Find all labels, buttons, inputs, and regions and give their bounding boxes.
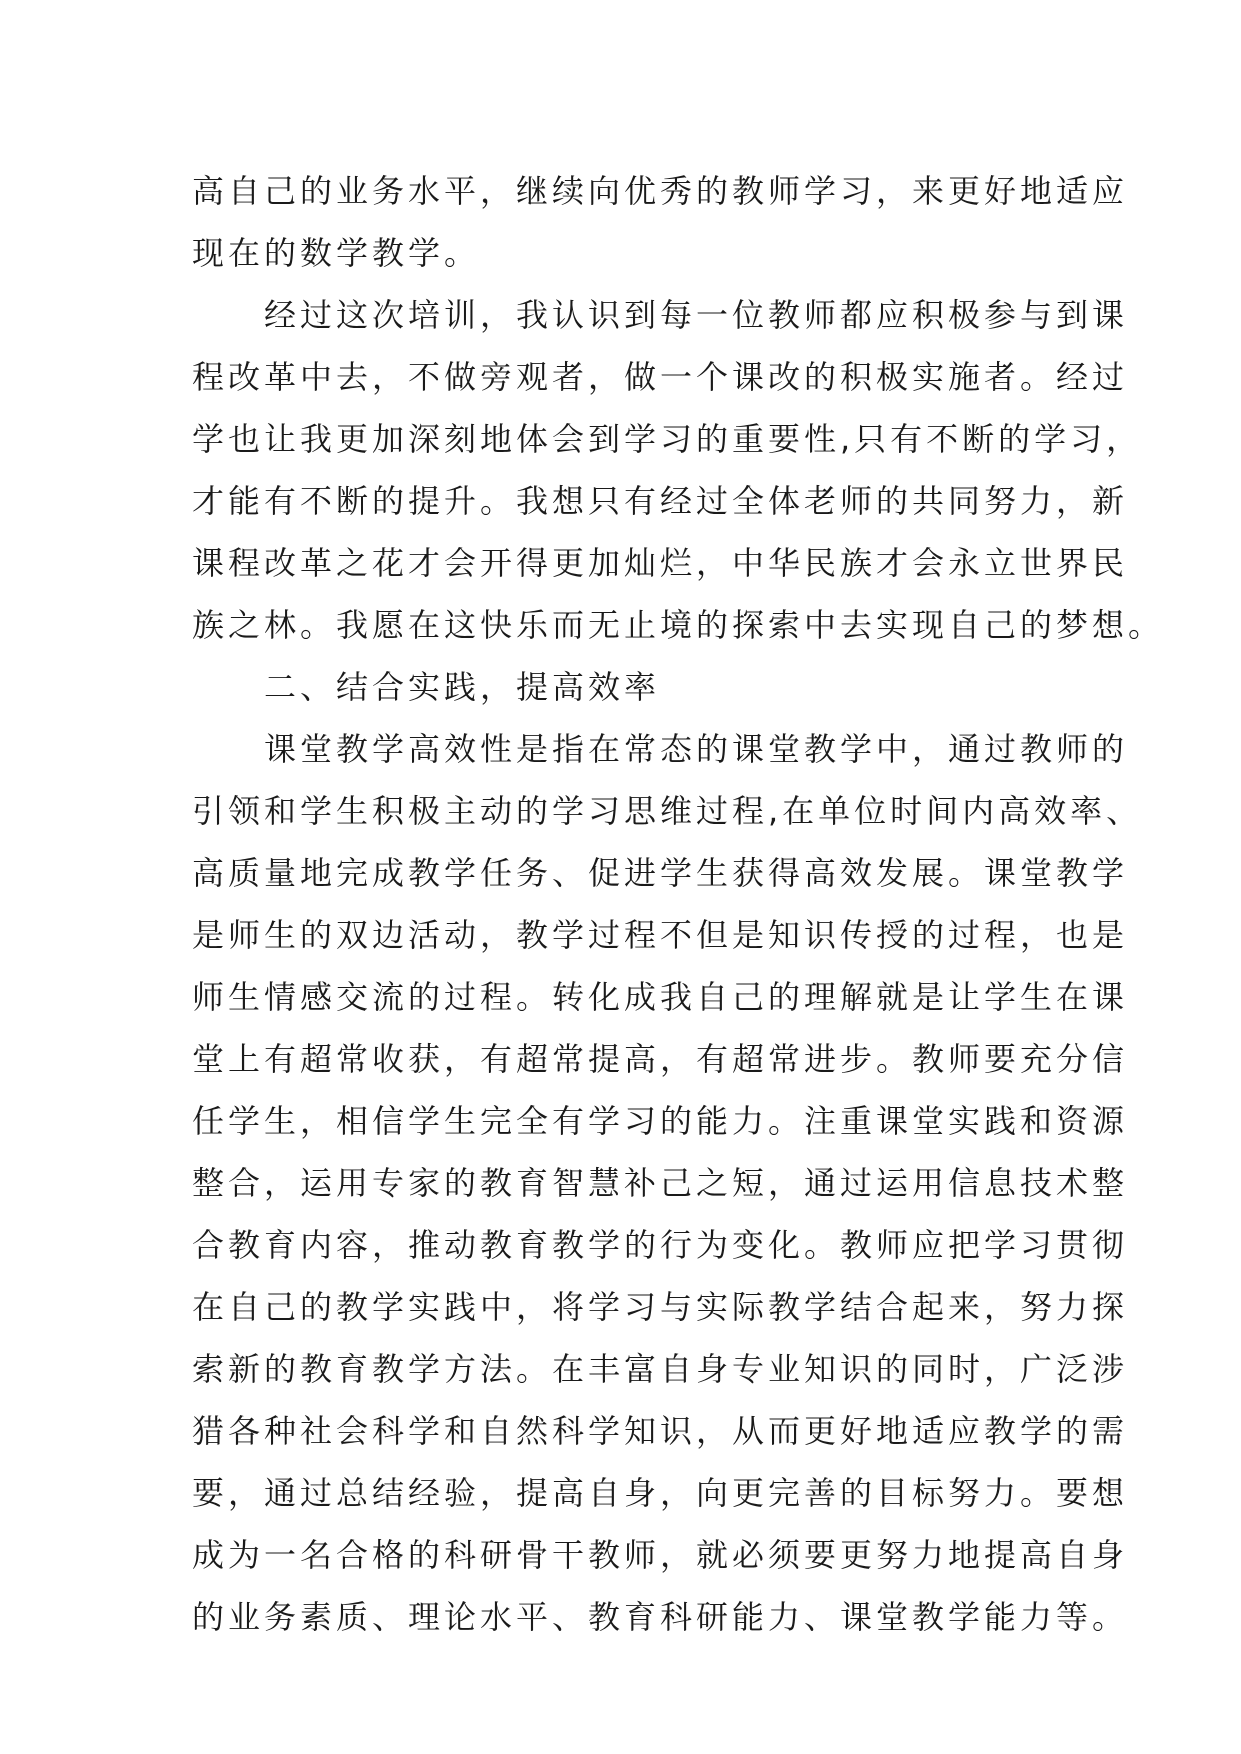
text-line: 程改革中去，不做旁观者，做一个课改的积极实施者。经过 — [192, 358, 1129, 396]
text-line: 在自己的教学实践中，将学习与实际教学结合起来，努力探 — [192, 1288, 1129, 1326]
text-line: 猎各种社会科学和自然科学知识，从而更好地适应教学的需 — [192, 1412, 1129, 1450]
text-line: 成为一名合格的科研骨干教师，就必须要更努力地提高自身 — [192, 1536, 1129, 1574]
text-line: 经过这次培训，我认识到每一位教师都应积极参与到课 — [192, 296, 1129, 334]
text-line: 任学生，相信学生完全有学习的能力。注重课堂实践和资源 — [192, 1102, 1129, 1140]
text-line: 高质量地完成教学任务、促进学生获得高效发展。课堂教学 — [192, 854, 1129, 892]
text-line: 引领和学生积极主动的学习思维过程,在单位时间内高效率、 — [192, 792, 1143, 830]
text-line: 整合，运用专家的教育智慧补己之短，通过运用信息技术整 — [192, 1164, 1129, 1202]
text-line: 是师生的双边活动，教学过程不但是知识传授的过程，也是 — [192, 916, 1129, 954]
text-line: 现在的数学教学。 — [192, 234, 481, 272]
text-line: 族之林。我愿在这快乐而无止境的探索中去实现自己的梦想。 — [192, 606, 1165, 644]
section-heading: 二、结合实践，提高效率 — [192, 668, 661, 706]
text-line: 要，通过总结经验，提高自身，向更完善的目标努力。要想 — [192, 1474, 1129, 1512]
text-line: 合教育内容，推动教育教学的行为变化。教师应把学习贯彻 — [192, 1226, 1129, 1264]
text-line: 课程改革之花才会开得更加灿烂，中华民族才会永立世界民 — [192, 544, 1129, 582]
text-line: 课堂教学高效性是指在常态的课堂教学中，通过教师的 — [192, 730, 1129, 768]
text-line: 索新的教育教学方法。在丰富自身专业知识的同时，广泛涉 — [192, 1350, 1129, 1388]
text-line: 学也让我更加深刻地体会到学习的重要性,只有不断的学习， — [192, 420, 1143, 458]
body-text — [192, 160, 1165, 1648]
text-line: 的业务素质、理论水平、教育科研能力、课堂教学能力等。 — [192, 1598, 1129, 1636]
text-line: 高自己的业务水平，继续向优秀的教师学习，来更好地适应 — [192, 172, 1129, 210]
text-line: 堂上有超常收获，有超常提高，有超常进步。教师要充分信 — [192, 1040, 1129, 1078]
text-line: 师生情感交流的过程。转化成我自己的理解就是让学生在课 — [192, 978, 1129, 1016]
text-line: 才能有不断的提升。我想只有经过全体老师的共同努力，新 — [192, 482, 1129, 520]
